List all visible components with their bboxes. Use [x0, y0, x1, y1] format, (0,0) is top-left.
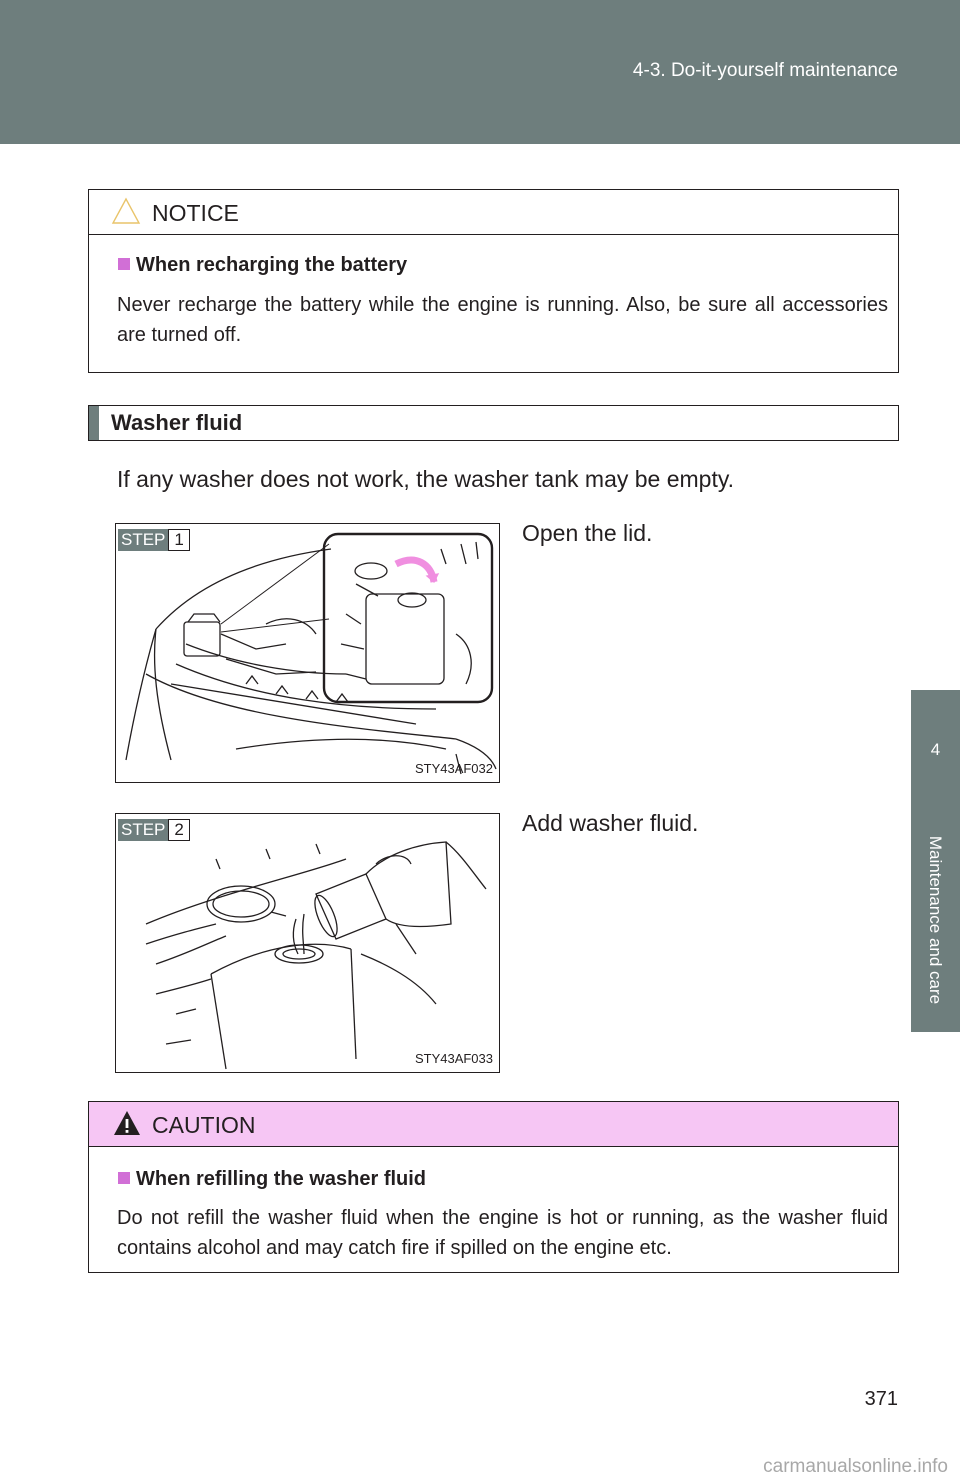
figure-code: STY43AF033: [414, 1051, 493, 1066]
caution-title: CAUTION: [152, 1112, 256, 1138]
notice-subheading: When recharging the battery: [118, 254, 407, 277]
chapter-side-tab[interactable]: [911, 690, 960, 1032]
notice-text: Never recharge the battery while the engine is running. Also, be sure all accessories are turned off.: [117, 294, 888, 346]
notice-box: [88, 189, 899, 373]
section-heading: [88, 405, 899, 441]
notice-title: NOTICE: [152, 200, 239, 226]
page-header: [0, 0, 960, 144]
pouring-fluid-illustration: [116, 814, 499, 1072]
chapter-number: 4: [930, 740, 941, 759]
caution-text: Do not refill the washer fluid when the engine is hot or running, as the washer fluid contains alcohol and may catch fire if spilled on the engine etc.: [117, 1207, 888, 1259]
notice-header: [89, 190, 898, 235]
engine-bay-illustration: [116, 524, 499, 782]
section-title: Washer fluid: [111, 410, 243, 435]
caution-subheading: When refilling the washer fluid: [118, 1168, 426, 1191]
warning-filled-icon: [113, 1109, 141, 1137]
square-bullet-icon: [118, 1172, 130, 1184]
step-1-badge: STEP 1: [118, 529, 190, 551]
step-1-text: Open the lid.: [522, 520, 653, 546]
caution-header: [89, 1102, 898, 1147]
step-1-figure: [115, 523, 500, 783]
step-2-badge: STEP 2: [118, 819, 190, 841]
section-heading-bar: [89, 406, 99, 440]
header-section-title: 4-3. Do-it-yourself maintenance: [632, 60, 898, 81]
step-2-text: Add washer fluid.: [522, 810, 699, 836]
page-number: 371: [864, 1388, 898, 1410]
figure-code: STY43AF032: [414, 761, 493, 776]
warning-outline-icon: [111, 196, 141, 226]
intro-text: If any washer does not work, the washer tank may be empty.: [117, 466, 735, 492]
chapter-label: Maintenance and care: [926, 835, 945, 1005]
watermark[interactable]: carmanualsonline.info: [763, 1456, 948, 1477]
caution-box: [88, 1101, 899, 1273]
square-bullet-icon: [118, 258, 130, 270]
step-2-figure: [115, 813, 500, 1073]
